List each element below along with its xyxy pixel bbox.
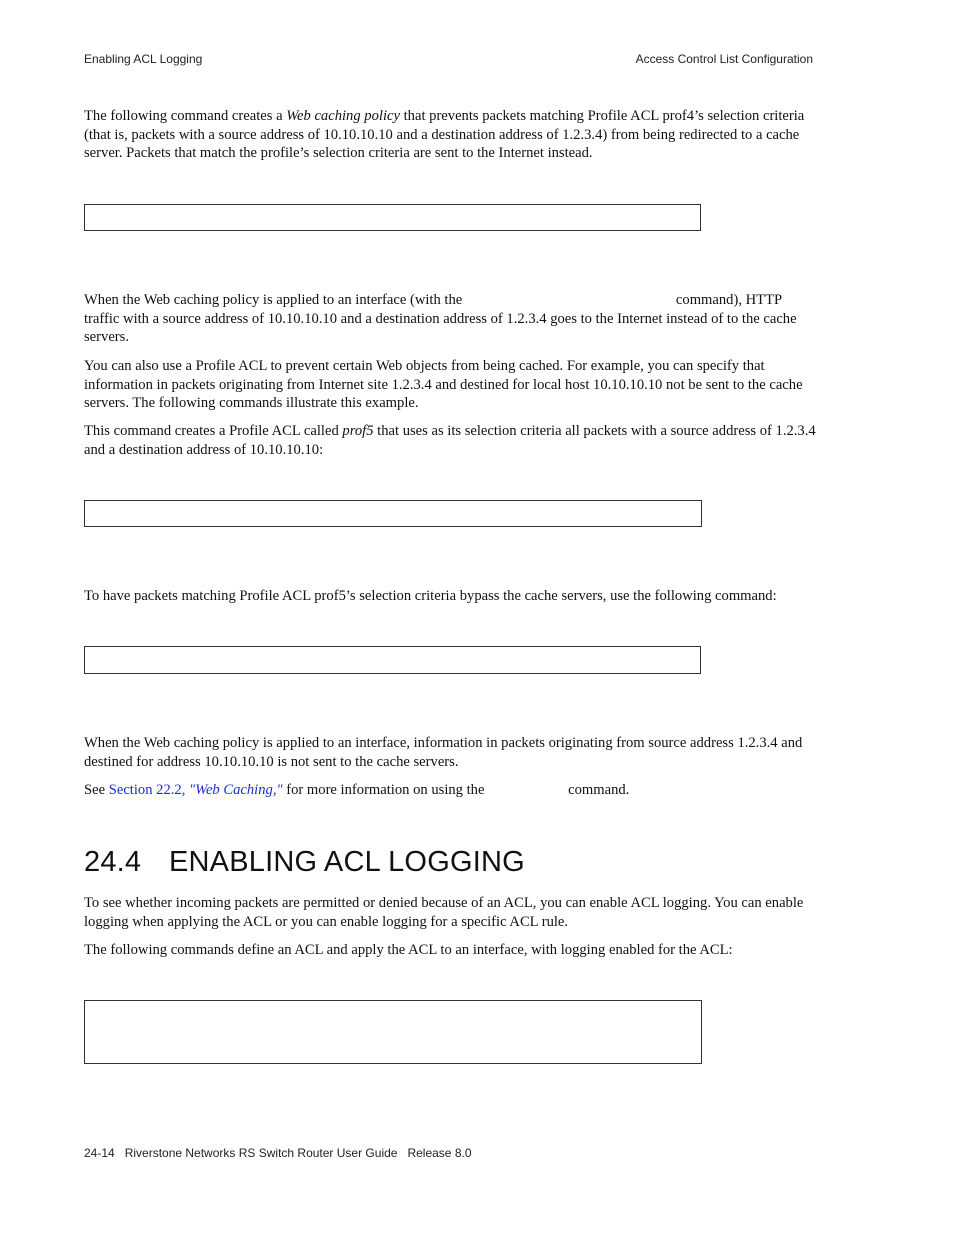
- running-header-right: Access Control List Configuration: [635, 52, 813, 66]
- emphasis-prof5: prof5: [342, 423, 374, 439]
- running-header-left: Enabling ACL Logging: [84, 52, 203, 66]
- paragraph-profile-acl-example: You can also use a Profile ACL to prevent certain Web objects from being cached. For example, you can specify that information in packets originating from Internet site 1.2.3.4 and destined for local host 10.10.10.10 not be sent to the cache servers. The following commands illustrate this example.: [84, 358, 803, 412]
- paragraph-prof5: This command creates a Profile ACL called prof5 that uses as its selection criteria all packets with a source address of 1.2.3.4 and a destination address of 10.10.10.10:: [84, 423, 816, 458]
- section-title: ENABLING ACL LOGGING: [169, 846, 525, 878]
- emphasis-web-caching-policy: Web caching policy: [286, 108, 400, 124]
- page-footer: 24-14 Riverstone Networks RS Switch Router User Guide Release 8.0: [84, 1146, 472, 1160]
- paragraph-not-sent: When the Web caching policy is applied to an interface, information in packets originating from source address 1.2.3.4 and destined for address 10.10.10.10 is not sent to the cache servers.: [84, 735, 803, 770]
- paragraph-acl-logging-intro: To see whether incoming packets are permitted or denied because of an ACL, you can enable ACL logging. You can enable logging when applying the ACL or you can enable logging for a specific ACL rule.: [84, 895, 804, 930]
- section-heading: [84, 846, 525, 879]
- paragraph-web-caching-policy: The following command creates a Web caching policy that prevents packets matching Profile ACL prof4’s selection criteria (that is, packets with a source address of 10.10.10.10 and a destination address of 1.2.3.4) from being redirected to a cache server. Packets that match the profile’s selection criteria are sent to the Internet instead.: [84, 108, 805, 162]
- code-box-1: [84, 204, 701, 231]
- paragraph-policy-applied: When the Web caching policy is applied to an interface (with the command), HTTP traffic with a source address of 10.10.10.10 and a destination address of 1.2.3.4 goes to the Internet instead of to the cache servers.: [84, 292, 797, 346]
- paragraph-bypass: To have packets matching Profile ACL prof5’s selection criteria bypass the cache servers, use the following command:: [84, 588, 777, 604]
- paragraph-acl-logging-commands: The following commands define an ACL and apply the ACL to an interface, with logging enabled for the ACL:: [84, 942, 733, 958]
- code-box-3: [84, 646, 701, 674]
- section-number: 24.4: [84, 846, 142, 878]
- code-box-2: [84, 500, 702, 527]
- section-22-2-link[interactable]: Section 22.2, "Web Caching,": [108, 782, 283, 798]
- paragraph-see-section: See Section 22.2, "Web Caching," for more information on using the command.: [84, 782, 630, 798]
- code-box-4: [84, 1000, 702, 1064]
